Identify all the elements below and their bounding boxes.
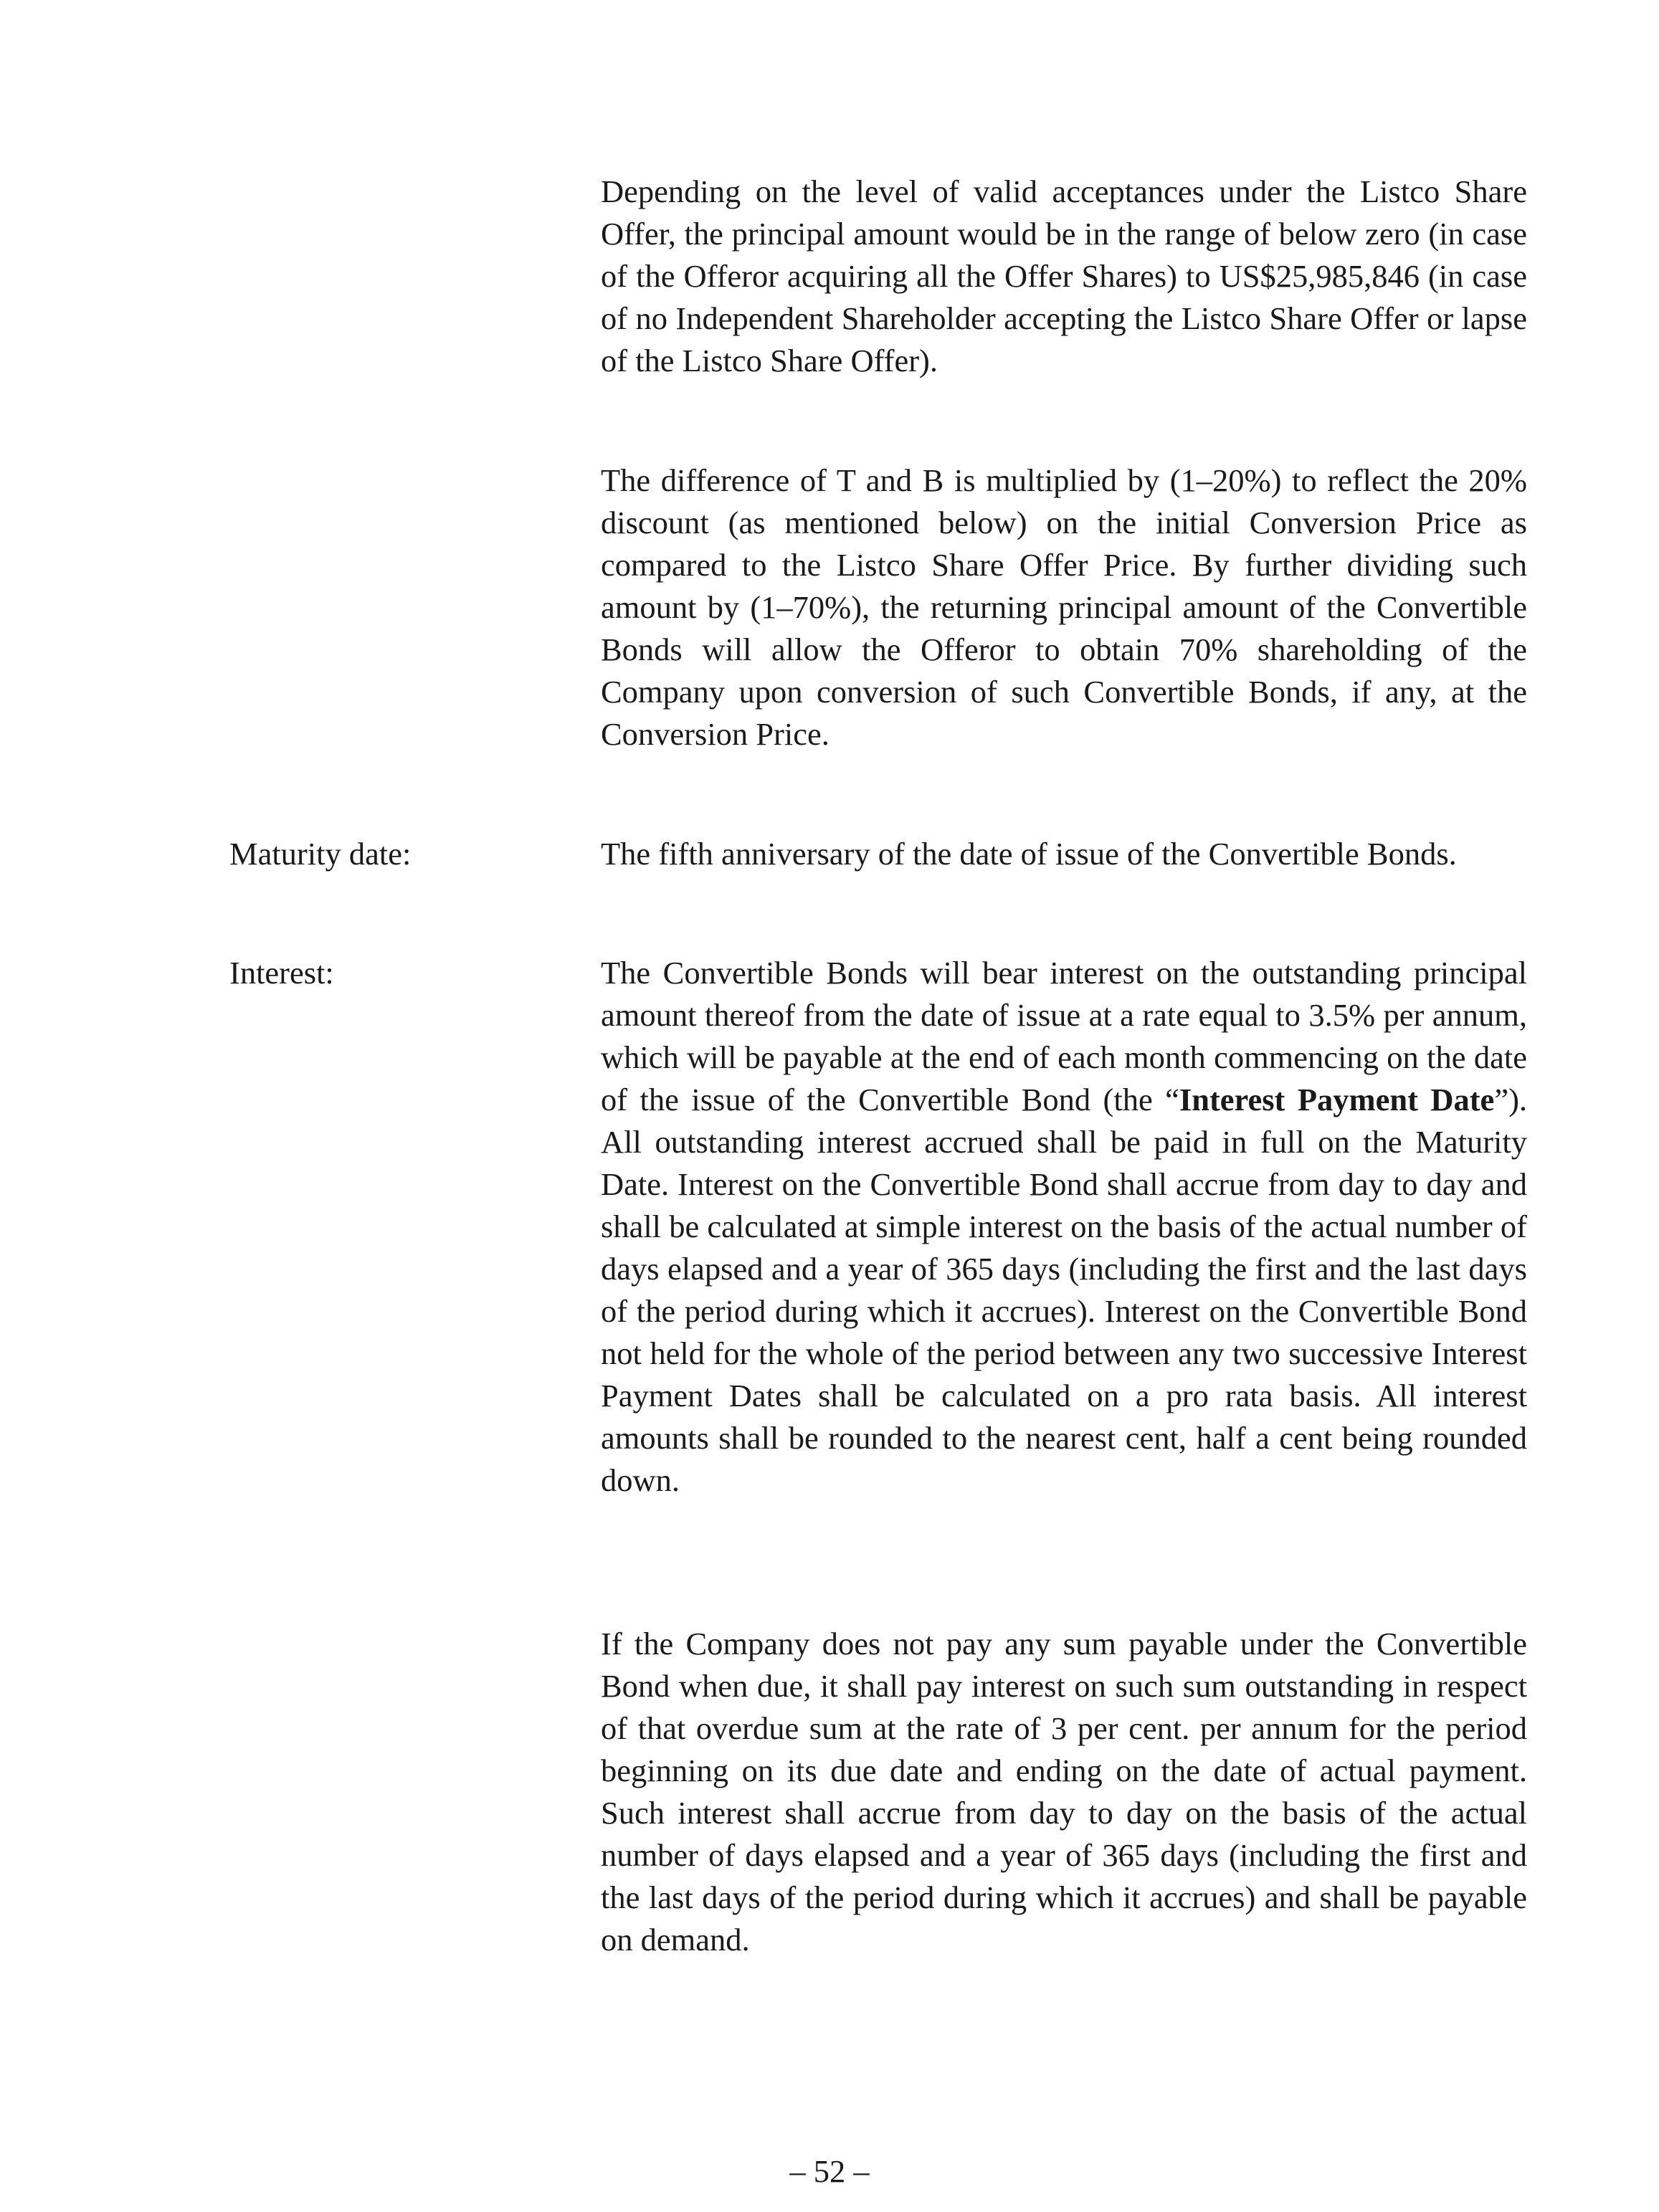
discount-explanation-paragraph: The difference of T and B is multiplied by (1–20%) to reflect the 20% discount (as mentioned below) on the initial Conversion Price as compared to the Listco Share Offer Price. By further dividing such amount by (1–70%), the returning principal amount of the Convertible Bonds will allow the Offeror to obtain 70% shareholding of the Company upon conversion of such Convertible Bonds, if any, at the Conversion Price.	[601, 462, 1527, 752]
interest-paragraph	[601, 952, 1527, 1502]
default-interest-paragraph: If the Company does not pay any sum payable under the Convertible Bond when due, it shall pay interest on such sum outstanding in respect of that overdue sum at the rate of 3 per cent. per annum for the period beginning on its due date and ending on the date of actual payment. Such interest shall accrue from day to day on the basis of the actual number of days elapsed and a year of 365 days (including the first and the last days of the period during which it accrues) and shall be payable on demand.	[601, 1626, 1527, 1958]
interest-payment-date-term: Interest Payment Date	[1179, 1082, 1495, 1117]
principal-range-paragraph: Depending on the level of valid acceptances under the Listco Share Offer, the principal amount would be in the range of below zero (in case of the Offeror acquiring all the Offer Shares) to US$25,985,846 (in case of no Independent Shareholder accepting the Listco Share Offer or lapse of the Listco Share Offer).	[601, 173, 1527, 378]
maturity-date-label: Maturity date:	[229, 836, 412, 872]
page-number: – 52 –	[789, 2153, 870, 2189]
interest-label: Interest:	[229, 955, 334, 991]
interest-text-after: ”). All outstanding interest accrued shall be paid in full on the Maturity Date. Interest on the Convertible Bond shall accrue from day to day and shall be calculated at simple interest on the basis of the actual number of days elapsed and a year of 365 days (including the first and the last days of the period during which it accrues). Interest on the Convertible Bond not held for the whole of the period between any two successive Interest Payment Dates shall be calculated on a pro rata basis. All interest amounts shall be rounded to the nearest cent, half a cent being rounded down.	[601, 1082, 1528, 1498]
maturity-date-text: The fifth anniversary of the date of issue of the Convertible Bonds.	[601, 836, 1457, 872]
interest-text-before: The Convertible Bonds will bear interest on the outstanding principal amount thereof from the date of issue at a rate equal to 3.5% per annum, which will be payable at the end of each month commencing on the date of the issue of the Convertible Bond (the “	[601, 955, 1527, 1117]
